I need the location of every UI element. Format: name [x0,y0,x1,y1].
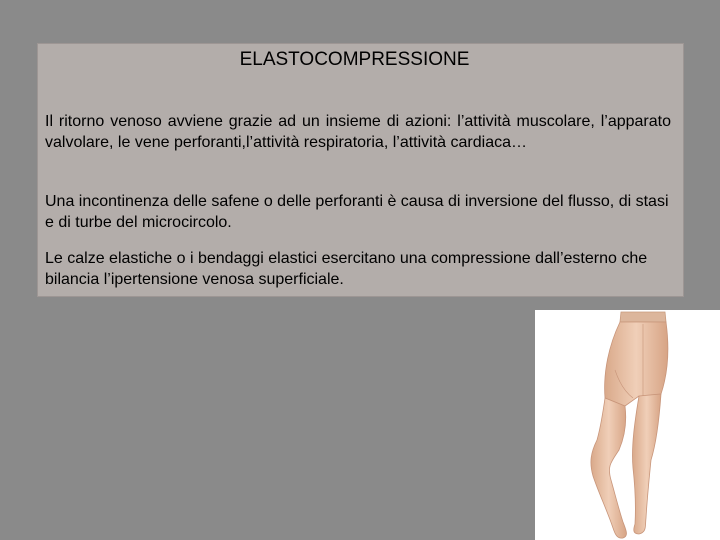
paragraph-elastic-stockings: Le calze elastiche o i bendaggi elastici esercitano una compressione dall’esterno che bilancia l’ipertensione venosa superficiale. [45,250,648,288]
slide-title: ELASTOCOMPRESSIONE [239,49,470,70]
stocking-image [535,310,720,540]
compression-stocking-legs-icon [535,310,720,540]
paragraph-incontinence: Una incontinenza delle safene o delle perforanti è causa di inversione del flusso, di stasi e di turbe del microcircolo. [45,193,669,231]
paragraph-venous-return: Il ritorno venoso avviene grazie ad un insieme di azioni: l’attività muscolare, l’apparato valvolare, le vene perforanti,l’attività respiratoria, l’attività cardiaca… [45,113,671,151]
text-box [37,43,684,297]
